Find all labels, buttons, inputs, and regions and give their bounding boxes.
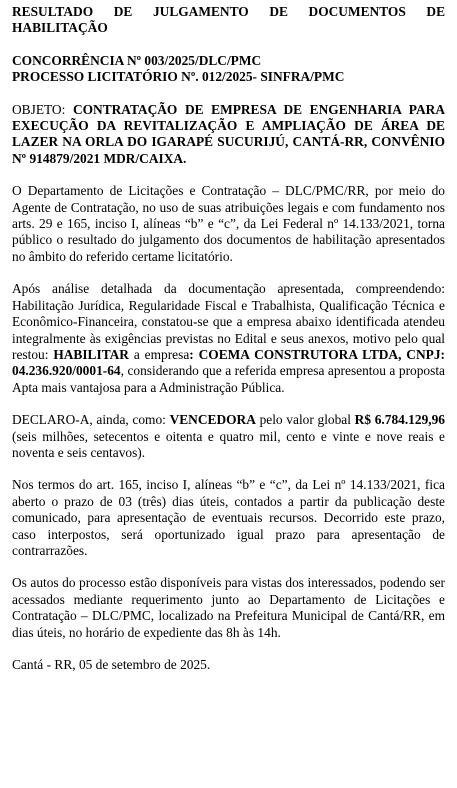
empresa-info: : COEMA CONSTRUTORA LTDA, CNPJ: 04.236.920/0001-64: [12, 346, 445, 379]
concorrencia-number: CONCORRÊNCIA Nº 003/2025/DLC/PMC: [12, 52, 262, 68]
vencedora-mid: pelo valor global: [255, 412, 355, 428]
document-title: RESULTADO DE JULGAMENTO DE DOCUMENTOS DE HABILITAÇÃO: [12, 4, 445, 36]
autos-paragraph: Os autos do processo estão disponíveis para vistas dos interessados, podendo ser acessados mediante requerimento junto ao Departamento de Licitações e Contratação – DLC/PMC, localizado na Prefeitura Municipal de Cantá/RR, em dias úteis, no horário de expediente das 8h às 14h.: [12, 575, 445, 640]
vencedora-paragraph: [12, 412, 445, 461]
habilitar-word: HABILITAR: [53, 346, 129, 362]
valor-global: R$ 6.784.129,96: [354, 412, 446, 428]
habilitacao-end: , considerando que a referida empresa apresentou a proposta Apta mais vantajosa para a Administração Pública.: [12, 363, 445, 395]
processo-number: PROCESSO LICITATÓRIO Nº. 012/2025- SINFRA/PMC: [12, 69, 345, 85]
vencedora-word: VENCEDORA: [169, 412, 256, 428]
vencedora-intro: DECLARO-A, ainda, como:: [12, 412, 170, 428]
process-info: [12, 53, 445, 86]
date-line: Cantá - RR, 05 de setembro de 2025.: [12, 657, 211, 672]
prazo-paragraph: Nos termos do art. 165, inciso I, alíneas “b” e “c”, da Lei nº 14.133/2021, fica aberto o prazo de 03 (três) dias úteis, contados a partir da publicação deste comunicado, para apresentação de eventuais recursos. Decorrido este prazo, caso interpostos, será oportunizado igual prazo para apresentação de contrarrazões.: [12, 477, 445, 558]
objeto-label: OBJETO:: [12, 101, 73, 117]
vencedora-end: (seis milhões, setecentos e oitenta e quatro mil, cento e vinte e nove reais e noventa e seis centavos).: [12, 428, 445, 460]
intro-paragraph: O Departamento de Licitações e Contratação – DLC/PMC/RR, por meio do Agente de Contratação, no uso de suas atribuições legais e com fundamento nos arts. 29 e 165, inciso I, alíneas “b” e “c”, da Lei Federal nº 14.133/2021, torna público o resultado do julgamento dos documentos de habilitação apresentados no âmbito do referido certame licitatório.: [12, 183, 445, 264]
objeto-text: CONTRATAÇÃO DE EMPRESA DE ENGENHARIA PARA EXECUÇÃO DA REVITALIZAÇÃO E AMPLIAÇÃO DE ÁREA DE LAZER NA ORLA DO IGARAPÉ SUCURIJÚ, CANTÁ-RR, CONVÊNIO Nº 914879/2021 MDR/CAIXA.: [12, 101, 445, 166]
habilitacao-paragraph: [12, 281, 445, 396]
habilitacao-mid: a empresa: [128, 346, 190, 362]
habilitacao-intro: Após análise detalhada da documentação apresentada, compreendendo: Habilitação Jurídica, Regularidade Fiscal e Trabalhista, Qualificação Técnica e Econômico-Financeira, constatou-se que a empresa abaixo identificada atendeu integralmente às exigências previstas no Edital e seus anexos, motivo pelo qual restou:: [12, 281, 445, 362]
objeto-paragraph: [12, 102, 445, 168]
